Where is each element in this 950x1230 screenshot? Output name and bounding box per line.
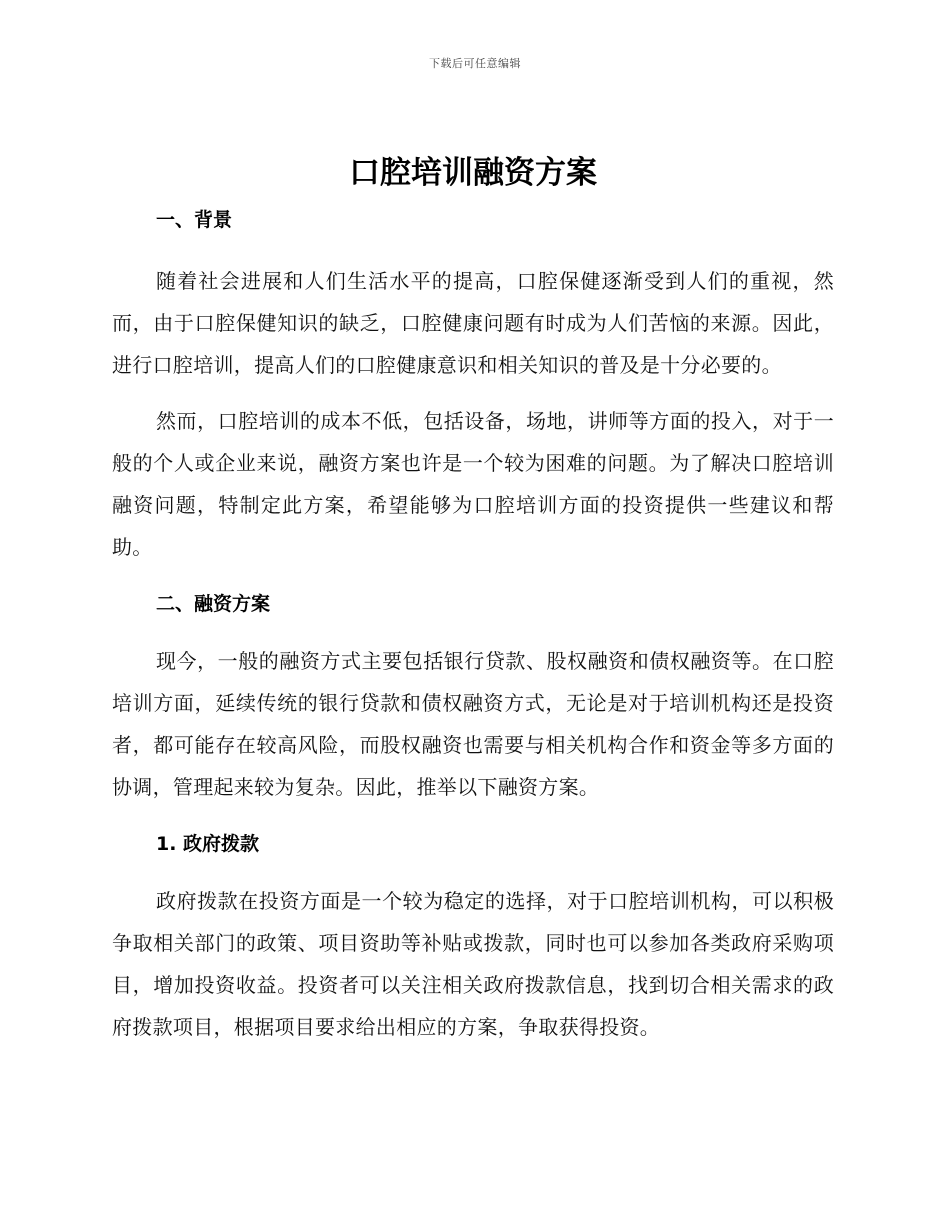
section-heading-financing-plan: 二、融资方案 bbox=[156, 593, 271, 615]
document-title: 口腔培训融资方案 bbox=[349, 155, 597, 191]
paragraph-financing-plan: 现今，一般的融资方式主要包括银行贷款、股权融资和债权融资等。在口腔培训方面，延续传统的银行贷款和债权融资方式，无论是对于培训机构还是投资者，都可能存在较高风险，而股权融资也需要与相关机构合作和资金等多方面的协调，管理起来较为复杂。因此，推举以下融资方案。 bbox=[112, 649, 834, 799]
section-heading-background: 一、背景 bbox=[156, 209, 233, 231]
paragraph-background-2: 然而，口腔培训的成本不低，包括设备，场地，讲师等方面的投入，对于一般的个人或企业来说，融资方案也许是一个较为困难的问题。为了解决口腔培训融资问题，特制定此方案，希望能够为口腔培训方面的投资提供一些建议和帮助。 bbox=[112, 409, 834, 559]
header-note: 下载后可任意编辑 bbox=[429, 57, 521, 70]
paragraph-background-1: 随着社会进展和人们生活水平的提高，口腔保健逐渐受到人们的重视，然而，由于口腔保健知识的缺乏，口腔健康问题有时成为人们苦恼的来源。因此，进行口腔培训，提高人们的口腔健康意识和相关知识的普及是十分必要的。 bbox=[112, 269, 834, 377]
subsection-heading-government-grant: 1. 政府拨款 bbox=[156, 833, 260, 855]
document-body bbox=[112, 152, 834, 1048]
paragraph-government-grant: 政府拨款在投资方面是一个较为稳定的选择，对于口腔培训机构，可以积极争取相关部门的政策、项目资助等补贴或拨款，同时也可以参加各类政府采购项目，增加投资收益。投资者可以关注相关政府拨款信息，找到切合相关需求的政府拨款项目，根据项目要求给出相应的方案，争取获得投资。 bbox=[112, 889, 834, 1039]
